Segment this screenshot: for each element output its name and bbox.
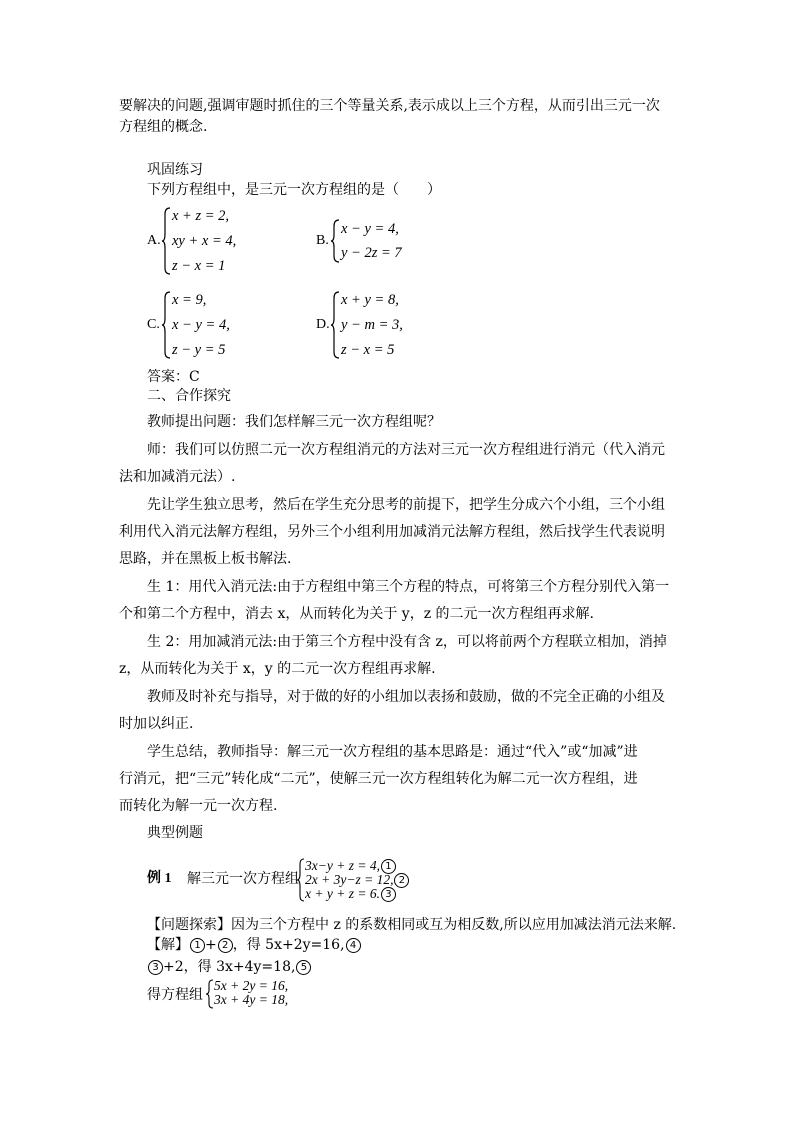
- option-a-row-1: x + z = 2,: [172, 208, 230, 224]
- brace-icon: [206, 978, 214, 1010]
- section2-p5-line2: z，从而转化为关于 x，y 的二元一次方程组再求解.: [119, 661, 436, 677]
- intro-line-1: 要解决的问题,强调审题时抓住的三个等量关系,表示成以上三个方程，从而引出三元一次: [119, 98, 660, 114]
- solution-system: [206, 978, 326, 1010]
- section2-p3-line1: 先让学生独立思考，然后在学生充分思考的前提下，把学生分成六个小组，三个小组: [147, 497, 665, 513]
- circled-number-2: 2: [218, 938, 233, 953]
- option-a-row-2: xy + x = 4,: [172, 233, 237, 249]
- section2-p7-line2: 行消元，把“三元”转化成“二元”，使解三元一次方程组转化为解二元一次方程组，进: [119, 771, 638, 787]
- option-a-label: A.: [147, 233, 161, 248]
- option-d-row-2: y − m = 3,: [341, 317, 403, 333]
- section2-p4-line2: 个和第二个方程中，消去 x，从而转化为关于 y，z 的二元一次方程组再求解.: [119, 606, 594, 622]
- option-d-label: D.: [316, 317, 330, 332]
- option-b-system: [331, 218, 451, 264]
- section2-p4-line1: 生 1：用代入消元法:由于方程组中第三个方程的特点，可将第三个方程分别代入第一: [147, 579, 670, 595]
- option-c-row-1: x = 9,: [172, 292, 207, 308]
- section2-p6-line2: 时加以纠正.: [119, 716, 194, 732]
- example1-row-3: x + y + z = 6. 3: [305, 887, 396, 902]
- problem-exploration: 【问题探索】因为三个方程中 z 的系数相同或互为相反数,所以应用加减法消元法来解.: [147, 917, 677, 933]
- section2-p7-line3: 而转化为解一元一次方程.: [119, 798, 278, 814]
- circled-number-2: 2: [394, 873, 409, 888]
- section2-heading: 二、合作探究: [147, 388, 231, 404]
- option-b-label: B.: [316, 233, 329, 248]
- option-c-row-2: x − y = 4,: [172, 317, 230, 333]
- circled-number-1: 1: [190, 938, 205, 953]
- solution-tag: 【解】: [147, 937, 189, 953]
- solution-line-2: 3 +2，得 3x+4y=18, 5: [147, 957, 311, 977]
- example1-row-2: 2x + 3y−z = 12, 2: [305, 873, 409, 888]
- example1-row-1: 3x−y + z = 4, 1: [305, 859, 396, 874]
- option-c-label: C.: [147, 317, 160, 332]
- section2-p1: 教师提出问题：我们怎样解三元一次方程组呢？: [147, 414, 441, 430]
- section2-p7-line1: 学生总结，教师指导：解三元一次方程组的基本思路是：通过“代入”或“加减”进: [147, 744, 638, 760]
- brace-icon: [297, 857, 305, 903]
- solution-system-row-2: 3x + 4y = 18,: [214, 992, 289, 1007]
- option-d-row-3: z − x = 5: [341, 342, 395, 358]
- section2-p5-line1: 生 2：用加减消元法:由于第三个方程中没有含 z，可以将前两个方程联立相加，消掉: [147, 634, 667, 650]
- practice-answer: 答案：C: [147, 369, 200, 385]
- option-d-row-1: x + y = 8,: [341, 292, 399, 308]
- circled-number-3: 3: [148, 960, 163, 975]
- option-d-system: [331, 290, 451, 360]
- examples-heading: 典型例题: [147, 825, 203, 841]
- brace-icon: [162, 290, 172, 360]
- example1-text: 解三元一次方程组: [187, 871, 299, 887]
- circled-number-1: 1: [381, 859, 396, 874]
- brace-icon: [331, 290, 341, 360]
- section2-p6-line1: 教师及时补充与指导，对于做的好的小组加以表扬和鼓励，做的不完全正确的小组及: [147, 689, 665, 705]
- option-a-system: [162, 206, 282, 276]
- option-a-row-3: z − x = 1: [172, 258, 226, 274]
- solution-line-1: 【解】 1 + 2 ，得 5x+2y=16, 4: [147, 935, 361, 955]
- practice-question: 下列方程组中，是三元一次方程组的是（ ）: [147, 182, 441, 198]
- solution-system-row-1: 5x + 2y = 16,: [214, 978, 289, 993]
- solution-line-3-label: 得方程组: [147, 987, 203, 1003]
- section2-p2-line1: 师：我们可以仿照二元一次方程组消元的方法对三元一次方程组进行消元（代入消元: [147, 442, 665, 458]
- option-c-row-3: z − y = 5: [172, 342, 226, 358]
- example1-system: [297, 857, 447, 903]
- intro-line-2: 方程组的概念.: [119, 119, 208, 135]
- section2-p3-line3: 思路，并在黑板上板书解法.: [119, 551, 292, 567]
- practice-heading: 巩固练习: [147, 162, 203, 178]
- section2-p3-line2: 利用代入消元法解方程组，另外三个小组利用加减消元法解方程组，然后找学生代表说明: [119, 524, 665, 540]
- option-b-row-2: y − 2z = 7: [341, 245, 402, 261]
- option-c-system: [162, 290, 282, 360]
- option-b-row-1: x − y = 4,: [341, 221, 399, 237]
- brace-icon: [162, 206, 172, 276]
- circled-number-5: 5: [296, 960, 311, 975]
- section2-p2-line2: 法和加减消元法）.: [119, 469, 236, 485]
- circled-number-3: 3: [381, 887, 396, 902]
- brace-icon: [331, 218, 341, 264]
- example1-label: 例 1: [147, 871, 172, 886]
- circled-number-4: 4: [346, 938, 361, 953]
